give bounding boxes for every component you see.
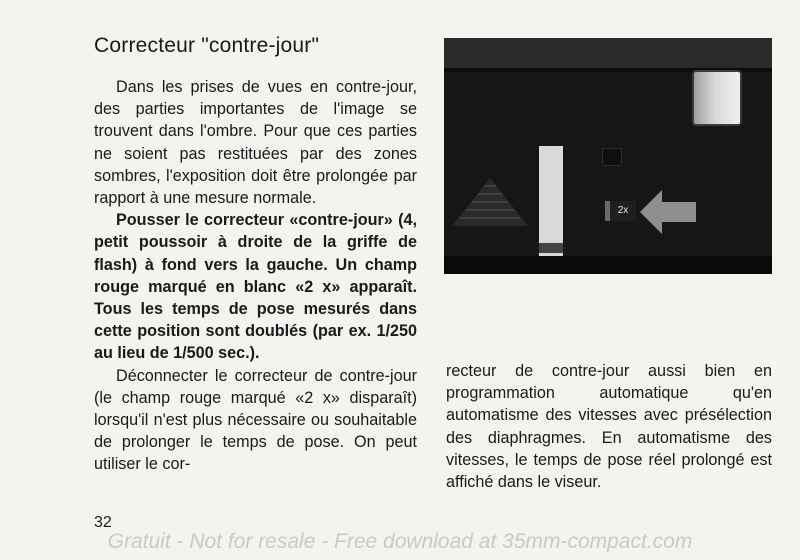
left-column [94,76,417,476]
page-number: 32 [94,514,112,531]
viewfinder-window [692,70,742,126]
paragraph-intro: Dans les prises de vues en contre-jour, des parties importantes de l'image se trouvent dans l'ombre. Pour que ces parties ne soient pas restituées par des zones sombres, l'exposition doit être prolongée par rapport à une mesure normale. [94,78,417,208]
indicator-window [602,148,622,166]
arrow-left-icon [640,188,696,236]
slider-base [539,243,563,253]
right-column [446,360,772,493]
section-heading: Correcteur "contre-jour" [94,34,320,57]
backlight-slider [539,146,563,256]
2x-badge: 2x [605,201,636,221]
camera-top-strip [444,38,772,68]
camera-photo [444,38,772,274]
paragraph-continuation: recteur de contre-jour aussi bien en programmation automatique qu'en automatisme des vitesses avec présélection des diaphragmes. En automatisme des vitesses, le temps de pose réel prolongé est affiché dans le viseur. [446,362,772,492]
camera-lower-edge [444,256,772,274]
paragraph-instruction: Pousser le correcteur «contre-jour» (4, petit poussoir à droite de la griffe de flash) à fond vers la gauche. Un champ rouge marqué en blanc «2 x» apparaît. Tous les temps de pose mesurés dans cette position sont doublés (par ex. 1/250 au lieu de 1/500 sec.). [94,211,417,363]
grip-ridges [450,176,530,228]
watermark: Gratuit - Not for resale - Free download at 35mm-compact.com [107,530,693,553]
paragraph-disconnect: Déconnecter le correcteur de contre-jour (le champ rouge marqué «2 x» disparaît) lorsqu'il n'est plus nécessaire ou souhaitable de prolonger le temps de pose. On peut utiliser le cor- [94,366,417,474]
